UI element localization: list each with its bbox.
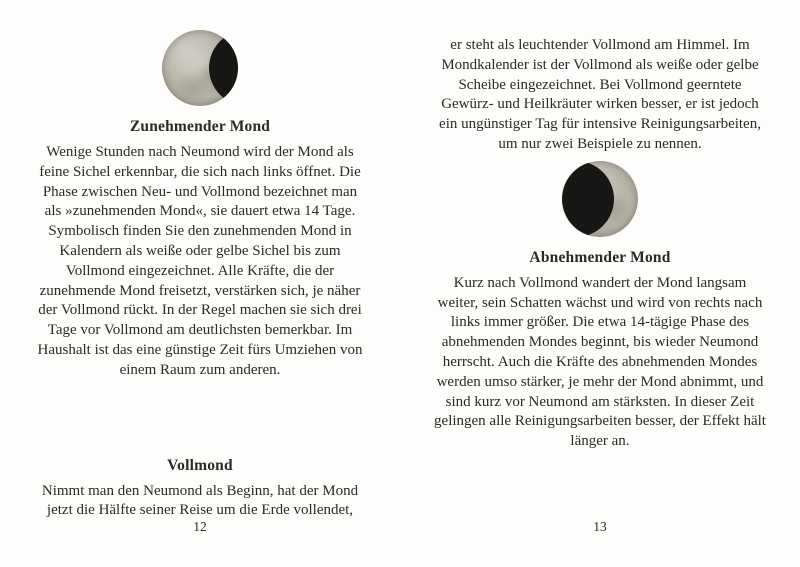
paragraph-abnehmender-mond: Kurz nach Vollmond wandert der Mond langsam weiter, sein Schatten wächst und wird von rechts nach links immer größer. Die etwa 14-tägige Phase des abnehmenden Mondes beginnt, bis wieder Neumond herrscht. Auch die Kräfte des abnehmenden Mondes werden umso stärker, je mehr der Mond abnimmt, und sind kurz vor Neumond am stärksten. In dieser Zeit gelingen alle Reinigungsarbeiten besser, der Effekt hält länger an. [434,274,766,450]
page-right [400,0,800,567]
page-right-content [434,36,766,452]
heading-abnehmender-mond: Abnehmender Mond [529,248,671,266]
paragraph-zunehmender-mond: Wenige Stunden nach Neumond wird der Mond als feine Sichel erkennbar, die sich nach links öffnet. Die Phase zwischen Neu- und Vollmond bezeichnet man als »zunehmenden Mond«, sie dauert etwa 14 Tage. Symbolisch finden Sie den zunehmenden Mond in Kalendern als weiße oder gelbe Sichel bis zum Vollmond eingezeichnet. Alle Kräfte, die der zunehmende Mond freisetzt, verstärken sich, je näher der Vollmond rückt. In der Regel machen sie sich drei Tage vor Vollmond am deutlichsten bemerkbar. Im Haushalt ist das eine günstige Zeit fürs Umziehen von einem Raum zum anderen. [37,144,363,378]
heading-vollmond: Vollmond [167,456,233,474]
heading-zunehmender-mond: Zunehmender Mond [129,118,271,135]
waxing-moon-illustration [162,30,238,106]
page-number-right: 13 [593,519,607,534]
paragraph-vollmond-continuation: er steht als leuchtender Vollmond am Himmel. Im Mondkalender ist der Vollmond als weiße oder gelbe Scheibe eingezeichnet. Bei Vollmond geerntete Gewürz- und Heilkräuter wirken besser, er ist jedoch ein ungünstiger Tag für intensive Reinigungsarbeiten, um nur zwei Beispiele zu nennen. [439,37,761,152]
waning-moon-illustration [562,161,638,237]
paragraph-vollmond: Nimmt man den Neumond als Beginn, hat der Mond jetzt die Hälfte seiner Reise um die Erde vollendet, [41,482,359,519]
page-number-left: 12 [193,519,207,534]
page-left-content [34,118,366,521]
